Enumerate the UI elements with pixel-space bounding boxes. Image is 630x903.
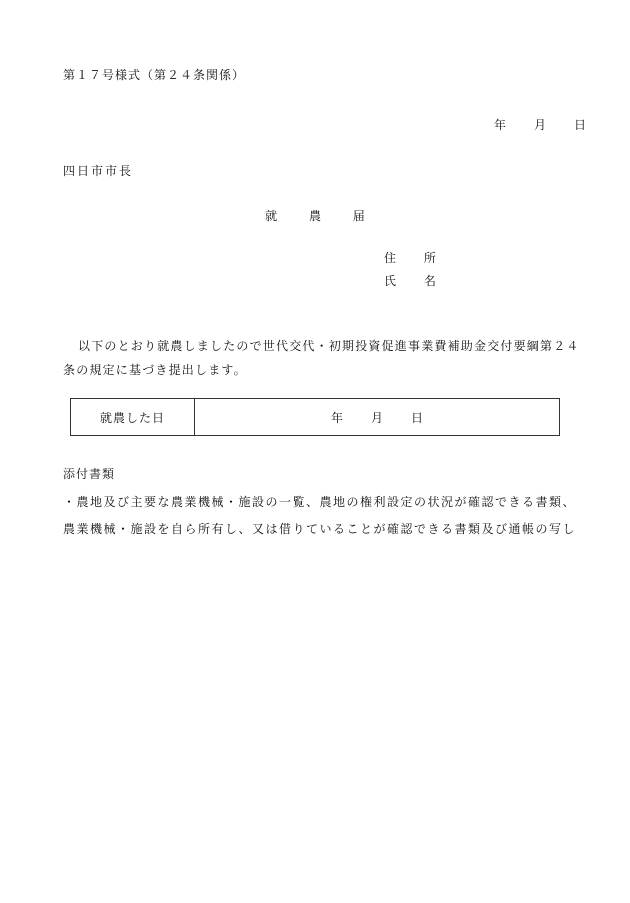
form-number: 第１７号様式（第２４条関係） (63, 68, 246, 82)
table-year-label: 年 (330, 410, 343, 425)
addressee: 四日市市長 (63, 164, 134, 178)
attachments-line-2: 農業機械・施設を自ら所有し、又は借りていることが確認できる書類及び通帳の写し (63, 522, 577, 536)
date-day-label: 日 (573, 118, 586, 132)
table-day-label: 日 (411, 410, 424, 425)
applicant-address-label: 住 所 (384, 251, 448, 265)
table-month-label: 月 (370, 410, 383, 425)
attachments-line-1: ・農地及び主要な農業機械・施設の一覧、農地の権利設定の状況が確認できる書類、 (63, 495, 577, 509)
body-text: 以下のとおり就農しましたので世代交代・初期投資促進事業費補助金交付要綱第２４条の規定に基づき提出します。 (63, 339, 580, 377)
date-year-label: 年 (493, 118, 506, 132)
farming-start-date-label: 就農した日 (71, 399, 195, 435)
document-title: 就 農 届 (265, 209, 379, 223)
applicant-name-label: 氏 名 (384, 274, 448, 288)
farming-start-date-table (70, 398, 560, 436)
farming-start-date-value (195, 399, 559, 435)
attachments-heading: 添付書類 (63, 467, 116, 481)
date-month-label: 月 (533, 118, 546, 132)
submission-date (494, 116, 586, 133)
